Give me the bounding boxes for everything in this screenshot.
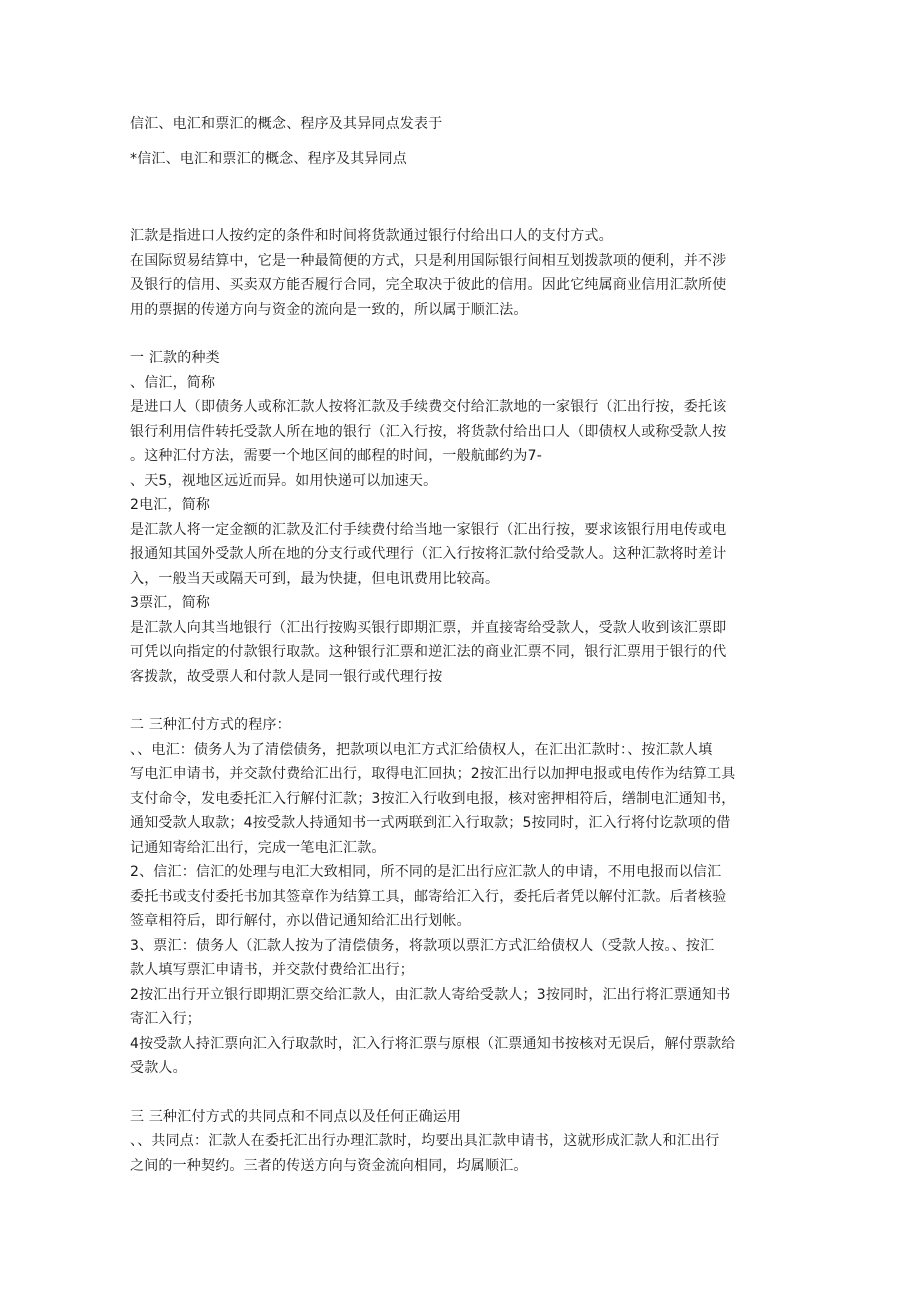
text-line: 3、票汇：债务人（汇款人按为了清偿债务，将款项以票汇方式汇给债权人（受款人按。、按汇 [130,937,715,954]
text-line: 可凭以向指定的付款银行取款。这种银行汇票和逆汇法的商业汇票不同，银行汇票用于银行的代 [130,644,727,660]
section-comparison [130,1105,795,1179]
text-line: 是汇款人将一定金额的汇款及汇付手续费付给当地一家银行（汇出行按，要求该银行用电传或电 [130,521,727,538]
text-line: 报通知其国外受款人所在地的分支行或代理行（汇入行按将汇款付给受款人。这种汇款将时差计 [130,546,727,562]
section-heading: 三 三种汇付方式的共同点和不同点以及任何正确运用 [130,1108,462,1125]
text-line: 3票汇，简称 [130,595,211,611]
text-line: 及银行的信用、买卖双方能否履行合同，完全取决于彼此的信用。因此它纯属商业信用汇款所使 [130,277,727,293]
text-line: 银行利用信件转托受款人所在地的银行（汇入行按，将货款付给出口人（即债权人或称受款人按 [130,423,727,440]
text-line: 委托书或支付委托书加其签章作为结算工具，邮寄给汇入行，委托后者凭以解付汇款。后者核验 [130,888,727,905]
text-line: 2电汇，简称 [130,497,211,513]
section-remittance-types [130,346,795,689]
document-title: 信汇、电汇和票汇的概念、程序及其异同点发表于 [130,116,443,132]
text-line: 之间的一种契约。三者的传送方向与资金流向相同，均属顺汇。 [130,1157,528,1174]
text-line: 在国际贸易结算中，它是一种最简便的方式，只是利用国际银行间相互划拨款项的便利，并不涉 [130,252,727,269]
text-line: 是汇款人向其当地银行（汇出行按购买银行即期汇票，并直接寄给受款人，受款人收到该汇票即 [130,619,727,636]
text-line: 寄汇入行； [130,1011,201,1027]
text-line: 2、信汇：信汇的处理与电汇大致相同，所不同的是汇出行应汇款人的申请，不用电报而以信汇 [130,864,722,880]
text-line: 客拨款，故受票人和付款人是同一银行或代理行按 [130,668,443,685]
document-body [130,112,795,1178]
text-line: 款人填写票汇申请书，并交款付费给汇出行； [130,962,414,978]
text-line: 通知受款人取款；4按受款人持通知书一式两联到汇入行取款；5按同时，汇入行将付讫款项的借 [130,815,731,831]
text-line: 、信汇，简称 [130,374,216,391]
text-line: 、、共同点：汇款人在委托汇出行办理汇款时，均要出具汇款申请书，这就形成汇款人和汇出行 [130,1133,720,1149]
text-line: 签章相符后，即行解付，亦以借记通知给汇出行划帐。 [130,913,471,929]
text-line: 记通知寄给汇出行，完成一笔电汇汇款。 [130,839,386,856]
document-subtitle: *信汇、电汇和票汇的概念、程序及其异同点 [130,151,407,167]
section-heading: 一 汇款的种类 [130,350,220,366]
text-line: 4按受款人持汇票向汇入行取款时，汇入行将汇票与原根（汇票通知书按核对无误后，解付票款给 [130,1035,736,1052]
text-line: 。这种汇付方法，需要一个地区间的邮程的时间，一般航邮约为7- [130,448,542,464]
text-line: 入，一般当天或隔天可到，最为快捷，但电讯费用比较高。 [130,570,500,587]
text-line: 用的票据的传递方向与资金的流向是一致的，所以属于顺汇法。 [130,301,528,318]
section-heading: 二 三种汇付方式的程序： [130,717,291,733]
section-procedures [130,713,795,1081]
text-line: 汇款是指进口人按约定的条件和时间将货款通过银行付给出口人的支付方式。 [130,228,613,244]
text-line: 受款人。 [130,1060,187,1076]
text-line: 、、电汇：债务人为了清偿债务，把款项以电汇方式汇给债权人，在汇出汇款时：、按汇款人填 [130,741,713,758]
text-line: 支付命令，发电委托汇入行解付汇款；3按汇入行收到电报，核对密押相符后，缮制电汇通知书， [130,790,736,807]
text-line: 是进口人（即债务人或称汇款人按将汇款及手续费交付给汇款地的一家银行（汇出行按，委托该 [130,399,727,415]
text-line: 写电汇申请书，并交款付费给汇出行，取得电汇回执；2按汇出行以加押电报或电传作为结算工具 [130,766,736,782]
text-line: 、天5，视地区远近而异。如用快递可以加速天。 [130,472,438,489]
text-line: 2按汇出行开立银行即期汇票交给汇款人，由汇款人寄给受款人；3按同时，汇出行将汇票通知书 [130,986,731,1003]
intro-paragraph [130,224,795,322]
